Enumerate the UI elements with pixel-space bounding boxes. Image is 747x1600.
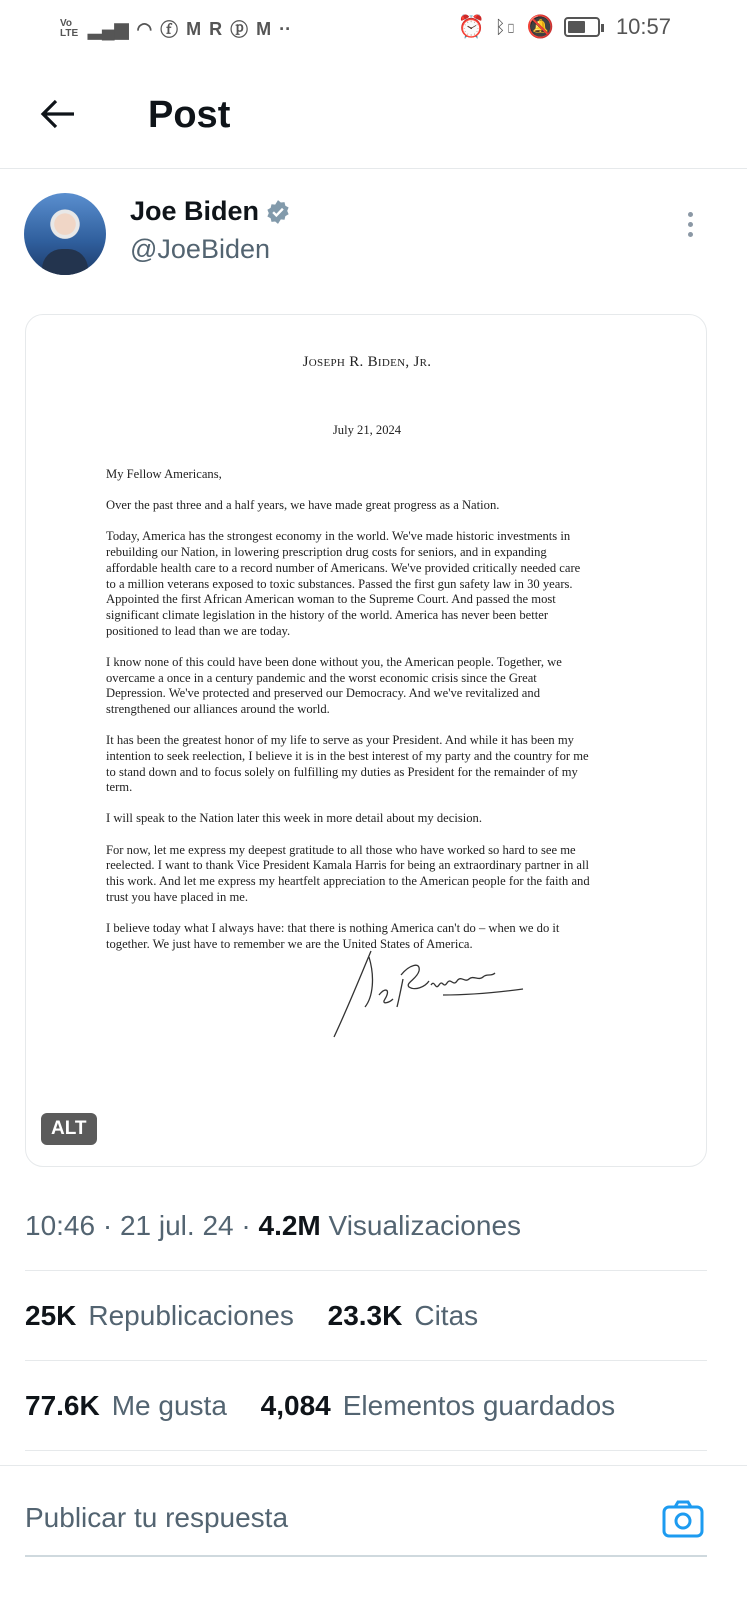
status-bar <box>0 14 747 44</box>
author-handle[interactable]: @JoeBiden <box>130 234 270 264</box>
camera-icon[interactable] <box>662 1500 704 1538</box>
avatar[interactable] <box>24 193 106 275</box>
letter-paragraph <box>106 733 666 796</box>
post-time: 10:46 <box>25 1210 96 1241</box>
alt-badge[interactable]: ALT <box>41 1113 97 1145</box>
volte-label: Vo LTE <box>60 18 79 39</box>
battery-icon <box>564 17 600 37</box>
letter-paragraph <box>106 655 666 718</box>
wifi-icon: ◠ <box>136 18 153 39</box>
stats-row-2 <box>25 1390 615 1422</box>
mute-icon: 🔕 <box>526 14 554 39</box>
reply-underline <box>25 1555 707 1557</box>
reply-input[interactable]: Publicar tu respuesta <box>25 1502 289 1533</box>
signature <box>331 945 541 1045</box>
verified-badge-icon <box>265 199 291 225</box>
bluetooth-icon: ᛒ▯ <box>494 16 517 37</box>
page-title: Post <box>148 94 231 136</box>
letter-paragraph <box>106 467 666 483</box>
facebook-icon: ⓕ <box>160 20 179 40</box>
more-dots-icon: ·· <box>279 18 292 39</box>
back-arrow-icon[interactable] <box>38 94 78 134</box>
letter-line: term. <box>106 780 133 795</box>
letter-line: Depression. We've protected and preserved our Democracy. And we've revitalized and <box>106 686 540 701</box>
divider <box>25 1360 707 1361</box>
letter-line: I know none of this could have been done without you, the American people. Together, we <box>106 654 562 669</box>
letter-paragraph <box>106 843 666 906</box>
letter-paragraph <box>106 529 666 639</box>
letter-line: Over the past three and a half years, we have made great progress as a Nation. <box>106 498 500 513</box>
divider <box>0 1465 747 1466</box>
letter-line: this work. And let me express my heartfelt appreciation to the American people for the faith and <box>106 874 590 889</box>
letter-line: together. We just have to remember we are the United States of America. <box>106 936 473 951</box>
divider <box>25 1270 707 1271</box>
alarm-icon: ⏰ <box>457 14 485 39</box>
letter-line: reelected. I want to thank Vice President Kamala Harris for being an extraordinary partner in all <box>106 858 589 873</box>
post-image[interactable] <box>25 314 707 1167</box>
letter-line: overcame a once in a century pandemic and the worst economic crisis since the Great <box>106 670 537 685</box>
bookmarks-stat[interactable]: 4,084 Elementos guardados <box>260 1390 616 1421</box>
letter-paragraph <box>106 811 666 827</box>
author-name[interactable] <box>130 196 291 227</box>
views-label: Visualizaciones <box>328 1210 522 1241</box>
letter-line: It has been the greatest honor of my life to serve as your President. And while it has been my <box>106 733 574 748</box>
letter-line: intention to seek reelection, I believe it is in the best interest of my party and the country for me <box>106 748 589 763</box>
signal-icon: ▂▄▆ <box>88 18 129 39</box>
reposts-stat[interactable]: 25K Republicaciones <box>25 1300 294 1331</box>
divider <box>0 168 747 169</box>
post-date: 21 jul. 24 <box>119 1210 234 1241</box>
views-count: 4.2M <box>258 1210 321 1241</box>
letter-line: I will speak to the Nation later this week in more detail about my decision. <box>106 811 482 826</box>
letter-line: rebuilding our Nation, in lowering prescription drug costs for seniors, and in expanding <box>106 545 547 560</box>
gmail-icon: M <box>256 18 272 39</box>
likes-stat[interactable]: 77.6K Me gusta <box>25 1390 227 1421</box>
letter-line: My Fellow Americans, <box>106 467 222 481</box>
letter-line: significant climate legislation in the history of the world. America has never been better <box>106 607 549 622</box>
letter-line: For now, let me express my deepest gratitude to all those who have worked so hard to see me <box>106 842 576 857</box>
letter-line: affordable health care to a record number of Americans. We've provided critically needed care <box>106 560 581 575</box>
letter-body <box>106 467 666 968</box>
letterhead: Joseph R. Biden, Jr. <box>302 354 432 370</box>
letter-line: trust you have placed in me. <box>106 889 248 904</box>
clock: 10:57 <box>615 14 671 39</box>
letter-line: strengthened our alliances around the world. <box>106 701 330 716</box>
author-name-text: Joe Biden <box>130 196 260 226</box>
pinterest-icon: ⓟ <box>230 20 249 40</box>
r-app-icon: R <box>209 18 223 39</box>
letter-line: I believe today what I always have: that there is nothing America can't do – when we do it <box>106 920 560 935</box>
letter-line: Today, America has the strongest economy in the world. We've made historic investments in <box>106 529 571 544</box>
gmail-icon: M <box>186 18 202 39</box>
letter-date: July 21, 2024 <box>332 423 402 437</box>
letter-line: to stand down and to focus solely on fulfilling my duties as President for the remainder of my <box>106 764 578 779</box>
quotes-stat[interactable]: 23.3K Citas <box>327 1300 479 1331</box>
post-meta: 10:46 · 21 jul. 24 · 4.2M Visualizaciones <box>25 1210 522 1241</box>
letter-line: Appointed the first African American woman to the Supreme Court. And passed the most <box>106 592 556 607</box>
more-options-icon[interactable] <box>684 212 696 242</box>
divider <box>25 1450 707 1451</box>
letter-line: positioned to lead than we are today. <box>106 623 291 638</box>
letter-line: to a million veterans exposed to toxic substances. Passed the first gun safety law in 30 years. <box>106 576 573 591</box>
stats-row-1 <box>25 1300 478 1332</box>
letter-paragraph <box>106 498 666 514</box>
